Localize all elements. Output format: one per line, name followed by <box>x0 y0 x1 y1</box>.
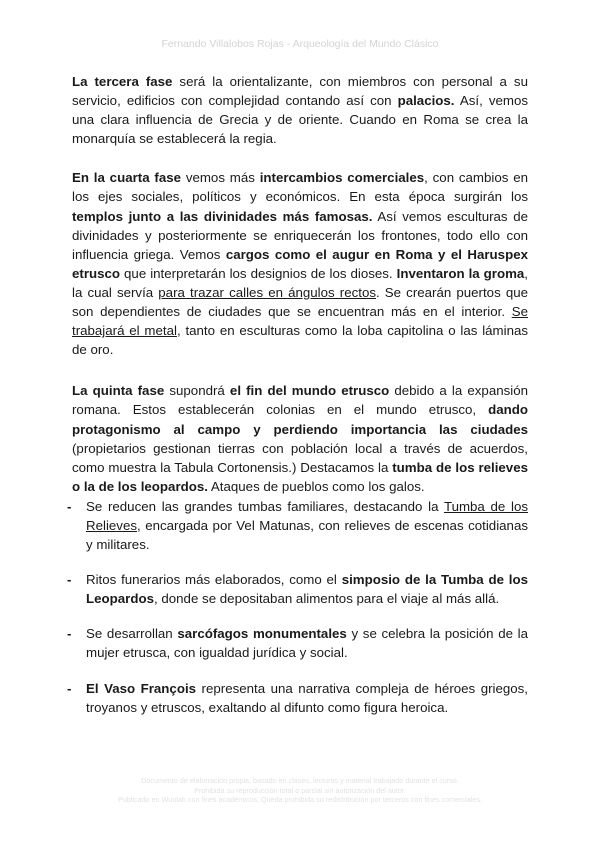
text-run: , la cual servía <box>72 265 528 300</box>
text-run: supondrá <box>164 383 230 399</box>
text-run: . Se crearán puertos que son dependientes de ciudades que se encuentran más en el interior. <box>72 284 529 320</box>
text-run: Ritos funerarios más elaborados, como el <box>86 572 342 588</box>
paragraph-third-phase <box>72 72 528 148</box>
bold-text: dando protagonismo al campo y perdiendo importancia las ciudades <box>72 402 528 437</box>
dash-bullet: - <box>67 680 72 696</box>
dash-bullet: - <box>67 626 72 642</box>
list-item <box>67 679 528 717</box>
text-run: Así, vemos una clara influencia de Grecia y de oriente. Cuando en Roma se crea la monarquía se establecerá la regia. <box>72 93 528 147</box>
footer-line: Documento de elaboración propia, basado en clases, lecturas y material trabajado durante el curso. <box>141 776 459 785</box>
text-run: (propietarios gestionan tierras con población local a través de acuerdos, como muestra la Tabula Cortonensis.) Destacamos la <box>72 440 528 475</box>
text-run: vemos más <box>181 170 260 186</box>
dash-bullet: - <box>67 498 72 514</box>
paragraph-fifth-phase <box>72 381 528 496</box>
text-run: , donde se depositaban alimentos para el viaje al más allá. <box>153 591 500 607</box>
text-run: , tanto en esculturas como la loba capitolina o las láminas de oro. <box>72 323 529 358</box>
dash-bullet: - <box>67 572 72 588</box>
paragraph-fourth-phase <box>72 168 528 359</box>
bold-text: intercambios comerciales <box>259 170 425 186</box>
bold-text: El Vaso François <box>86 680 197 696</box>
document-body <box>67 72 529 733</box>
bullet-list <box>67 497 529 717</box>
text-run: que interpretarán los designios de los dioses. <box>120 265 397 281</box>
text-run: , con cambios en los ejes sociales, políticos y económicos. En esta época surgirán los <box>72 170 528 205</box>
footer-line: Prohibida su reproducción total o parcial sin autorización del autor. <box>194 785 406 795</box>
bold-text: Inventaron la groma <box>396 265 525 281</box>
text-run: Se reducen las grandes tumbas familiares, destacando la <box>86 498 444 514</box>
list-item <box>67 570 528 608</box>
text-run: , encargada por Vel Matunas, con relieves de escenas cotidianas y militares. <box>86 517 528 553</box>
text-run: y se celebra la posición de la mujer etrusca, con igualdad jurídica y social. <box>86 626 529 661</box>
underlined-text: para trazar calles en ángulos rectos <box>158 284 376 300</box>
text-run: Se desarrollan <box>86 626 178 642</box>
bold-text: templos junto a las divinidades más famosas. <box>72 208 373 224</box>
bold-text: tumba de los relieves o la de los leopardos. <box>72 459 528 494</box>
text-run: representa una narrativa compleja de héroes griegos, troyanos y etruscos, exaltando al difunto como figura heroica. <box>86 680 528 715</box>
bold-text: sarcófagos monumentales <box>177 626 347 642</box>
list-item <box>67 624 529 662</box>
underlined-text: Se trabajará el metal <box>72 304 528 339</box>
bold-text: el fin del mundo etrusco <box>229 383 390 399</box>
text-run: debido a la expansión romana. Estos establecerán colonias en el mundo etrusco, <box>72 383 529 418</box>
bold-text: palacios. <box>397 93 455 109</box>
underlined-text: Tumba de los Relieves <box>86 498 528 533</box>
footer-line: Publicado en Wuolah con fines académicos. Queda prohibida su redistribución por terceros con fines comerciales. <box>118 795 482 805</box>
text-run: Así vemos esculturas de divinidades y posteriormente se enriquecerán los frontones, todo ello con influencia griega. Vemos <box>72 208 528 262</box>
page-footer <box>0 776 600 805</box>
bold-text: La quinta fase <box>72 383 165 399</box>
bold-text: cargos como el augur en Roma y el Haruspex etrusco <box>72 246 528 281</box>
list-item <box>67 497 528 554</box>
text-run: será la orientalizante, con miembros con personal a su servicio, edificios con complejidad contando así con <box>72 74 528 109</box>
bold-text: simposio de la Tumba de los Leopardos <box>86 572 528 607</box>
bold-text: En la cuarta fase <box>72 170 182 186</box>
page-header: Fernando Villalobos Rojas - Arqueología del Mundo Clásico <box>161 38 439 50</box>
bold-text: La tercera fase <box>72 74 173 89</box>
text-run: Ataques de pueblos como los galos. <box>207 478 425 494</box>
